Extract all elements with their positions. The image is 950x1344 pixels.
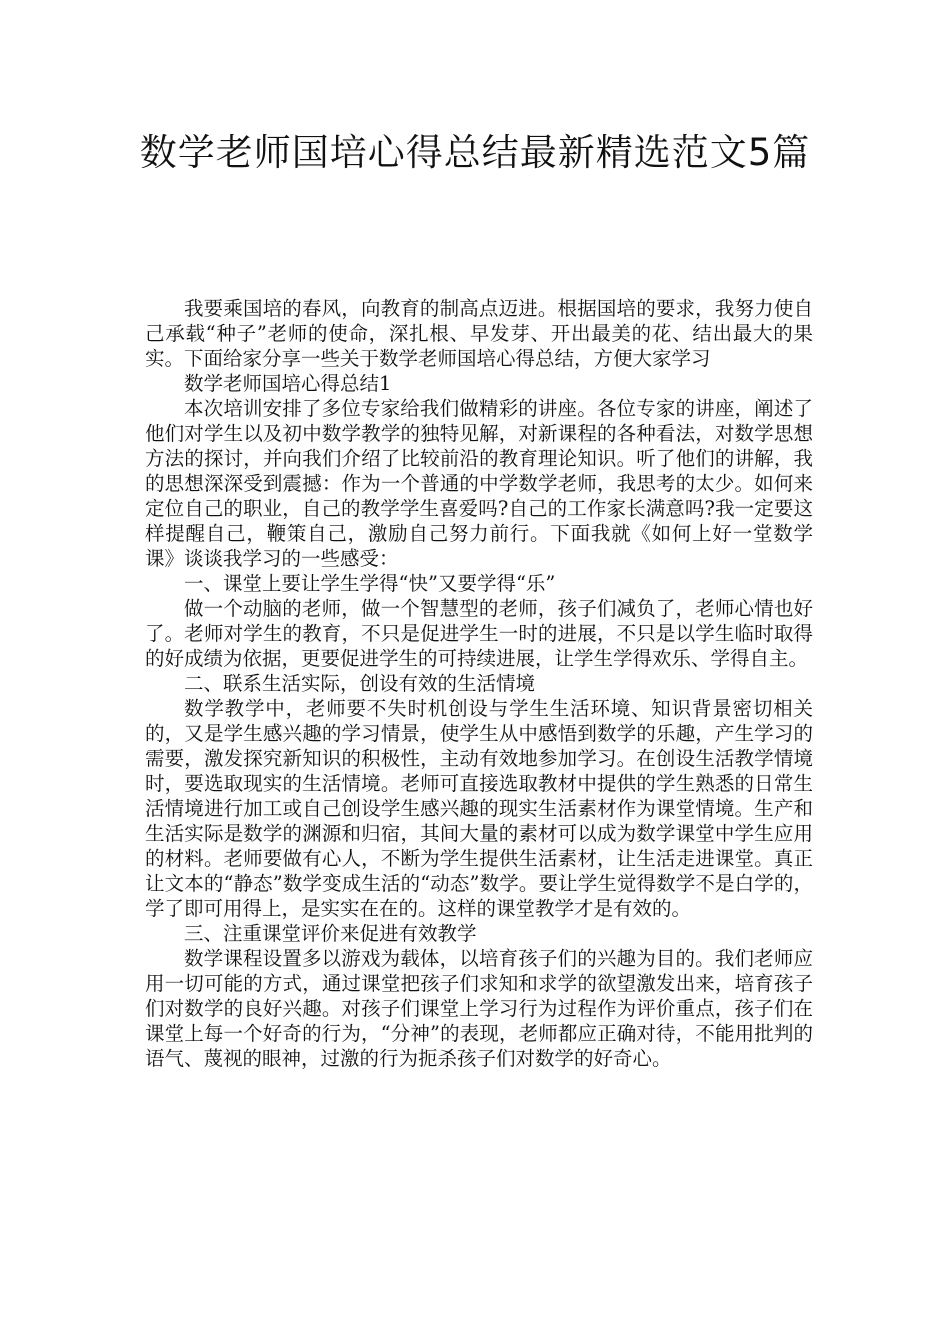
- subheading: 一、课堂上要让学生学得“快”又要学得“乐”: [184, 572, 556, 595]
- section-heading: 数学老师国培心得总结1: [184, 372, 392, 395]
- body-paragraph: 本次培训安排了多位专家给我们做精彩的讲座。各位专家的讲座，阐述了他们对学生以及初中数学教学的独特见解，对新课程的各种看法，对数学思想方法的探讨，并向我们介绍了比较前沿的教育理论知识。听了他们的讲解，我的思想深深受到震撼：作为一个普通的中学数学老师，我思考的太少。如何来定位自己的职业，自己的教学学生喜爱吗?自己的工作家长满意吗?我一定要这样提醒自己，鞭策自己，激励自己努力前行。下面我就《如何上好一堂数学课》谈谈我学习的一些感受：: [145, 397, 813, 570]
- subheading: 二、联系生活实际，创设有效的生活情境: [184, 672, 536, 695]
- body-paragraph: 数学课程设置多以游戏为载体，以培育孩子们的兴趣为目的。我们老师应用一切可能的方式，通过课堂把孩子们求知和求学的欲望激发出来，培育孩子们对数学的良好兴趣。对孩子们课堂上学习行为过程作为评价重点，孩子们在课堂上每一个好奇的行为，“分神”的表现，老师都应正确对待，不能用批判的语气、蔑视的眼神，过激的行为扼杀孩子们对数学的好奇心。: [145, 947, 813, 1070]
- body-paragraph: 做一个动脑的老师，做一个智慧型的老师，孩子们减负了，老师心情也好了。老师对学生的教育，不只是促进学生一时的进展，不只是以学生临时取得的好成绩为依据，更要促进学生的可持续进展，让学生学得欢乐、学得自主。: [145, 597, 813, 670]
- document-title: 数学老师国培心得总结最新精选范文5篇: [139, 131, 811, 174]
- subheading: 三、注重课堂评价来促进有效教学: [184, 922, 477, 945]
- intro-paragraph: 我要乘国培的春风，向教育的制高点迈进。根据国培的要求，我努力使自己承载“种子”老师的使命，深扎根、早发芽、开出最美的花、结出最大的果实。下面给家分享一些关于数学老师国培心得总结，方便大家学习: [145, 297, 813, 370]
- document-body: [145, 296, 813, 1071]
- body-paragraph: 数学教学中，老师要不失时机创设与学生生活环境、知识背景密切相关的，又是学生感兴趣的学习情景，使学生从中感悟到数学的乐趣，产生学习的需要，激发探究新知识的积极性，主动有效地参加学习。在创设生活教学情境时，要选取现实的生活情境。老师可直接选取教材中提供的学生熟悉的日常生活情境进行加工或自己创设学生感兴趣的现实生活素材作为课堂情境。生产和生活实际是数学的渊源和归宿，其间大量的素材可以成为数学课堂中学生应用的材料。老师要做有心人，不断为学生提供生活素材，让生活走进课堂。真正让文本的“静态”数学变成生活的“动态”数学。要让学生觉得数学不是白学的，学了即可用得上，是实实在在的。这样的课堂教学才是有效的。: [145, 697, 813, 920]
